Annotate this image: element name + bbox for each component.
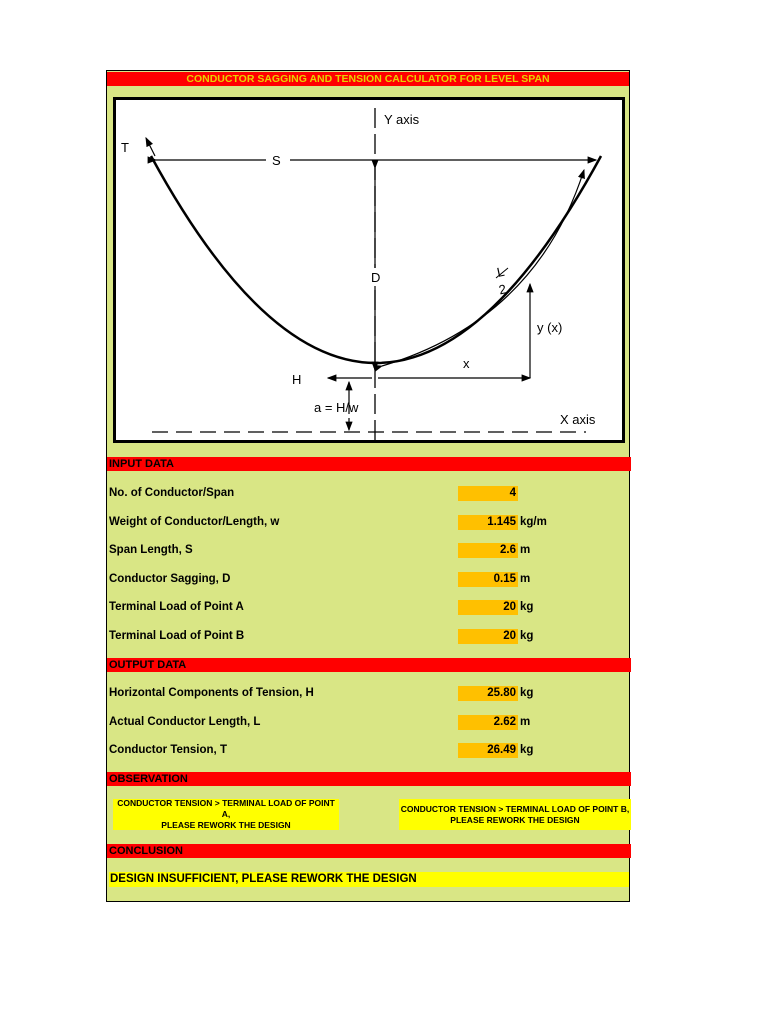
conductor-curve (151, 156, 601, 363)
h-label: H (292, 372, 302, 387)
x-label: x (463, 356, 470, 371)
output-row: Conductor Tension, T 26.49 kg (109, 744, 534, 756)
input-row: No. of Conductor/Span 4 (109, 487, 516, 499)
observation-point-a: CONDUCTOR TENSION > TERMINAL LOAD OF POINT A, PLEASE REWORK THE DESIGN (113, 799, 339, 830)
output-value: 2.62 (458, 715, 518, 730)
input-value[interactable]: 1.145 (458, 515, 518, 530)
half-length-arrow (382, 170, 584, 366)
a-label: a = H/w (314, 400, 359, 415)
length-label: L (495, 263, 506, 280)
input-row: Terminal Load of Point A 20 kg (109, 601, 534, 613)
input-row: Weight of Conductor/Length, w 1.145 kg/m (109, 516, 547, 528)
tension-arrow (146, 138, 155, 156)
input-value[interactable]: 0.15 (458, 572, 518, 587)
span-label: S (272, 153, 281, 168)
tension-label: T (121, 140, 129, 155)
output-row: Horizontal Components of Tension, H 25.80 kg (109, 687, 534, 699)
input-row: Conductor Sagging, D 0.15 m (109, 573, 531, 585)
output-value: 25.80 (458, 686, 518, 701)
catenary-diagram (113, 97, 625, 443)
input-value[interactable]: 20 (458, 629, 518, 644)
input-value[interactable]: 4 (458, 486, 518, 501)
input-header: INPUT DATA (107, 457, 631, 471)
observation-header: OBSERVATION (107, 772, 631, 786)
sheet-title: CONDUCTOR SAGGING AND TENSION CALCULATOR FOR LEVEL SPAN (107, 72, 629, 86)
sag-label: D (371, 270, 381, 285)
conclusion-text: DESIGN INSUFFICIENT, PLEASE REWORK THE DESIGN (109, 872, 629, 887)
input-value[interactable]: 2.6 (458, 543, 518, 558)
input-row: Span Length, S 2.6 m (109, 544, 531, 556)
calculator-sheet (106, 70, 630, 902)
input-value[interactable]: 20 (458, 600, 518, 615)
diagram-svg (116, 100, 622, 440)
output-row: Actual Conductor Length, L 2.62 m (109, 716, 531, 728)
output-value: 26.49 (458, 743, 518, 758)
x-axis-label: X axis (560, 412, 596, 427)
yx-label: y (x) (537, 320, 563, 335)
y-axis-label: Y axis (384, 112, 420, 127)
input-row: Terminal Load of Point B 20 kg (109, 630, 534, 642)
output-header: OUTPUT DATA (107, 658, 631, 672)
conclusion-header: CONCLUSION (107, 844, 631, 858)
observation-point-b: CONDUCTOR TENSION > TERMINAL LOAD OF POINT B, PLEASE REWORK THE DESIGN (399, 799, 631, 830)
length-half-label: 2 (497, 281, 508, 298)
